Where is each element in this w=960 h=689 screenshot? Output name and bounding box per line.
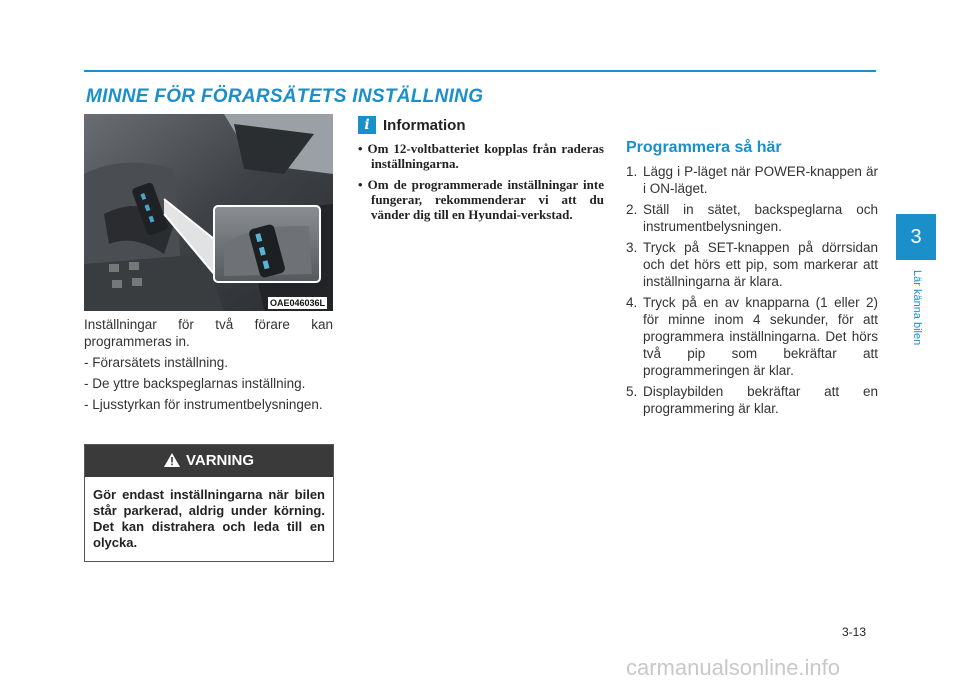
info-item: • Om de programmerade inställningar inte fungerar, rekommenderar vi att du vänder dig till en Hyundai-verkstad. [358,177,604,222]
info-list [358,141,604,228]
list-item: - De yttre backspeglarnas inställning. [84,376,306,391]
top-rule [84,70,876,72]
warning-box [84,444,334,562]
warning-title: VARNING [185,452,255,469]
step-number: 1. [626,164,638,179]
chapter-tab: 3 [896,214,936,260]
info-item: • Om 12-voltbatteriet kopplas från raderas inställningarna. [358,141,604,171]
step-number: 5. [626,384,638,399]
page-number: 3-13 [842,625,867,639]
step-text: Lägg i P-läget när POWER-knappen är i ON-läget. [643,164,878,196]
programming-steps [626,163,878,421]
column-intro [84,316,333,417]
step-item [626,163,878,197]
step-number: 3. [626,240,638,255]
step-number: 2. [626,202,638,217]
section-title: MINNE FÖR FÖRARSÄTETS INSTÄLLNING [86,86,484,107]
watermark: carmanualsonline.info [626,655,841,680]
step-number: 4. [626,295,638,310]
warning-text: Gör endast inställningarna när bilen står parkerad, aldrig under körning. Det kan distrahera och leda till en olycka. [93,487,325,550]
step-text: Ställ in sätet, backspeglarna och instrumentbelysningen. [643,202,878,234]
step-text: Tryck på SET-knappen på dörrsidan och det hörs ett pip, som markerar att inställningarna är klara. [643,240,878,289]
list-item: - Ljusstyrkan för instrumentbelysningen. [84,397,323,412]
step-item [626,383,878,417]
intro-text: Inställningar för två förare kan programmeras in. [84,317,333,349]
warning-header [85,445,333,477]
step-item [626,294,878,379]
info-title: Information [383,117,466,134]
list-item: - Förarsätets inställning. [84,355,229,370]
step-text: Displaybilden bekräftar att en programmering är klar. [643,384,878,416]
warning-triangle-icon [164,453,180,467]
step-text: Tryck på en av knapparna (1 eller 2) för minne inom 4 sekunder, för att programmera inställningarna. Det hörs två pip som bekräftar att programmeringen är klar. [643,295,878,378]
chapter-label: Lär känna bilen [911,270,923,346]
step-item [626,239,878,290]
step-item [626,201,878,235]
figure-code: OAE046036L [270,298,326,308]
door-memory-buttons-photo [84,114,333,311]
programming-title: Programmera så här [626,139,782,156]
info-icon: i [358,116,376,134]
